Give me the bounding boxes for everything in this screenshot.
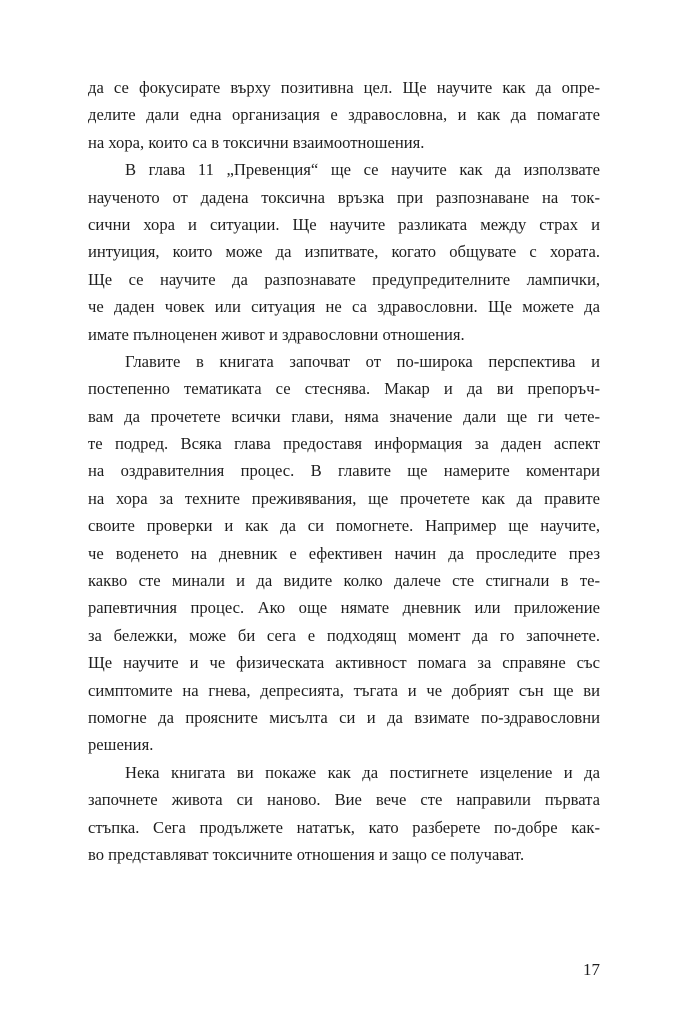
text-line: че даден човек или ситуация не са здравословни. Ще можете да xyxy=(88,297,600,317)
text-line: те подред. Всяка глава предоставя информация за даден аспект xyxy=(88,434,600,454)
text-line: рапевтичния процес. Ако още нямате дневник или приложение xyxy=(88,598,600,618)
text-line: че воденето на дневник е ефективен начин да проследите през xyxy=(88,543,600,563)
text-line: на оздравителния процес. В главите ще намерите коментари xyxy=(88,461,600,481)
text-line: Главите в книгата започват от по-широка перспектива и xyxy=(125,351,600,371)
text-line: своите проверки и как да си помогнете. Например ще научите, xyxy=(88,516,600,536)
text-line: симптомите на гнева, депресията, тъгата и че добрият сън ще ви xyxy=(88,680,600,700)
text-line: наученото от дадена токсична връзка при разпознаване на ток- xyxy=(88,187,600,207)
text-line: вам да прочетете всички глави, няма значение дали ще ги чете- xyxy=(88,406,600,426)
text-line: решения. xyxy=(88,735,154,755)
text-line: помогне да проясните мисълта си и да взимате по-здравословни xyxy=(88,707,600,727)
text-line: сични хора и ситуации. Ще научите разликата между страх и xyxy=(88,214,600,234)
text-line: постепенно тематиката се стеснява. Макар и да ви препоръч- xyxy=(88,379,600,399)
page-number: 17 xyxy=(583,960,600,979)
text-line: Нека книгата ви покаже как да постигнете изцеление и да xyxy=(125,762,600,782)
body-text xyxy=(88,74,600,868)
text-line: во представляват токсичните отношения и защо се получават. xyxy=(88,844,525,864)
paragraph-4 xyxy=(88,759,600,869)
paragraph-2 xyxy=(88,156,600,348)
text-line: Ще се научите да разпознавате предупредителните лампички, xyxy=(88,269,600,289)
text-line: имате пълноценен живот и здравословни отношения. xyxy=(88,324,465,344)
text-line: интуиция, които може да изпитвате, когато общувате с хората. xyxy=(88,242,600,262)
text-line: делите дали една организация е здравословна, и как да помагате xyxy=(88,105,600,125)
text-line: В глава 11 „Превенция“ ще се научите как да използвате xyxy=(125,160,600,180)
text-line: за бележки, може би сега е подходящ момент да го започнете. xyxy=(88,625,600,645)
text-line: на хора, които са в токсични взаимоотношения. xyxy=(88,132,425,152)
text-line: започнете живота си наново. Вие вече сте направили първата xyxy=(88,790,600,810)
paragraph-1 xyxy=(88,74,600,156)
text-line: какво сте минали и да видите колко далече сте стигнали в те- xyxy=(88,571,600,591)
text-line: да се фокусирате върху позитивна цел. Ще научите как да опре- xyxy=(88,78,600,97)
text-line: Ще научите и че физическата активност помага за справяне със xyxy=(88,653,600,673)
text-line: стъпка. Сега продължете нататък, като разберете по-добре как- xyxy=(88,817,600,837)
text-line: на хора за техните преживявания, ще прочетете как да правите xyxy=(88,488,600,508)
paragraph-3 xyxy=(88,348,600,759)
